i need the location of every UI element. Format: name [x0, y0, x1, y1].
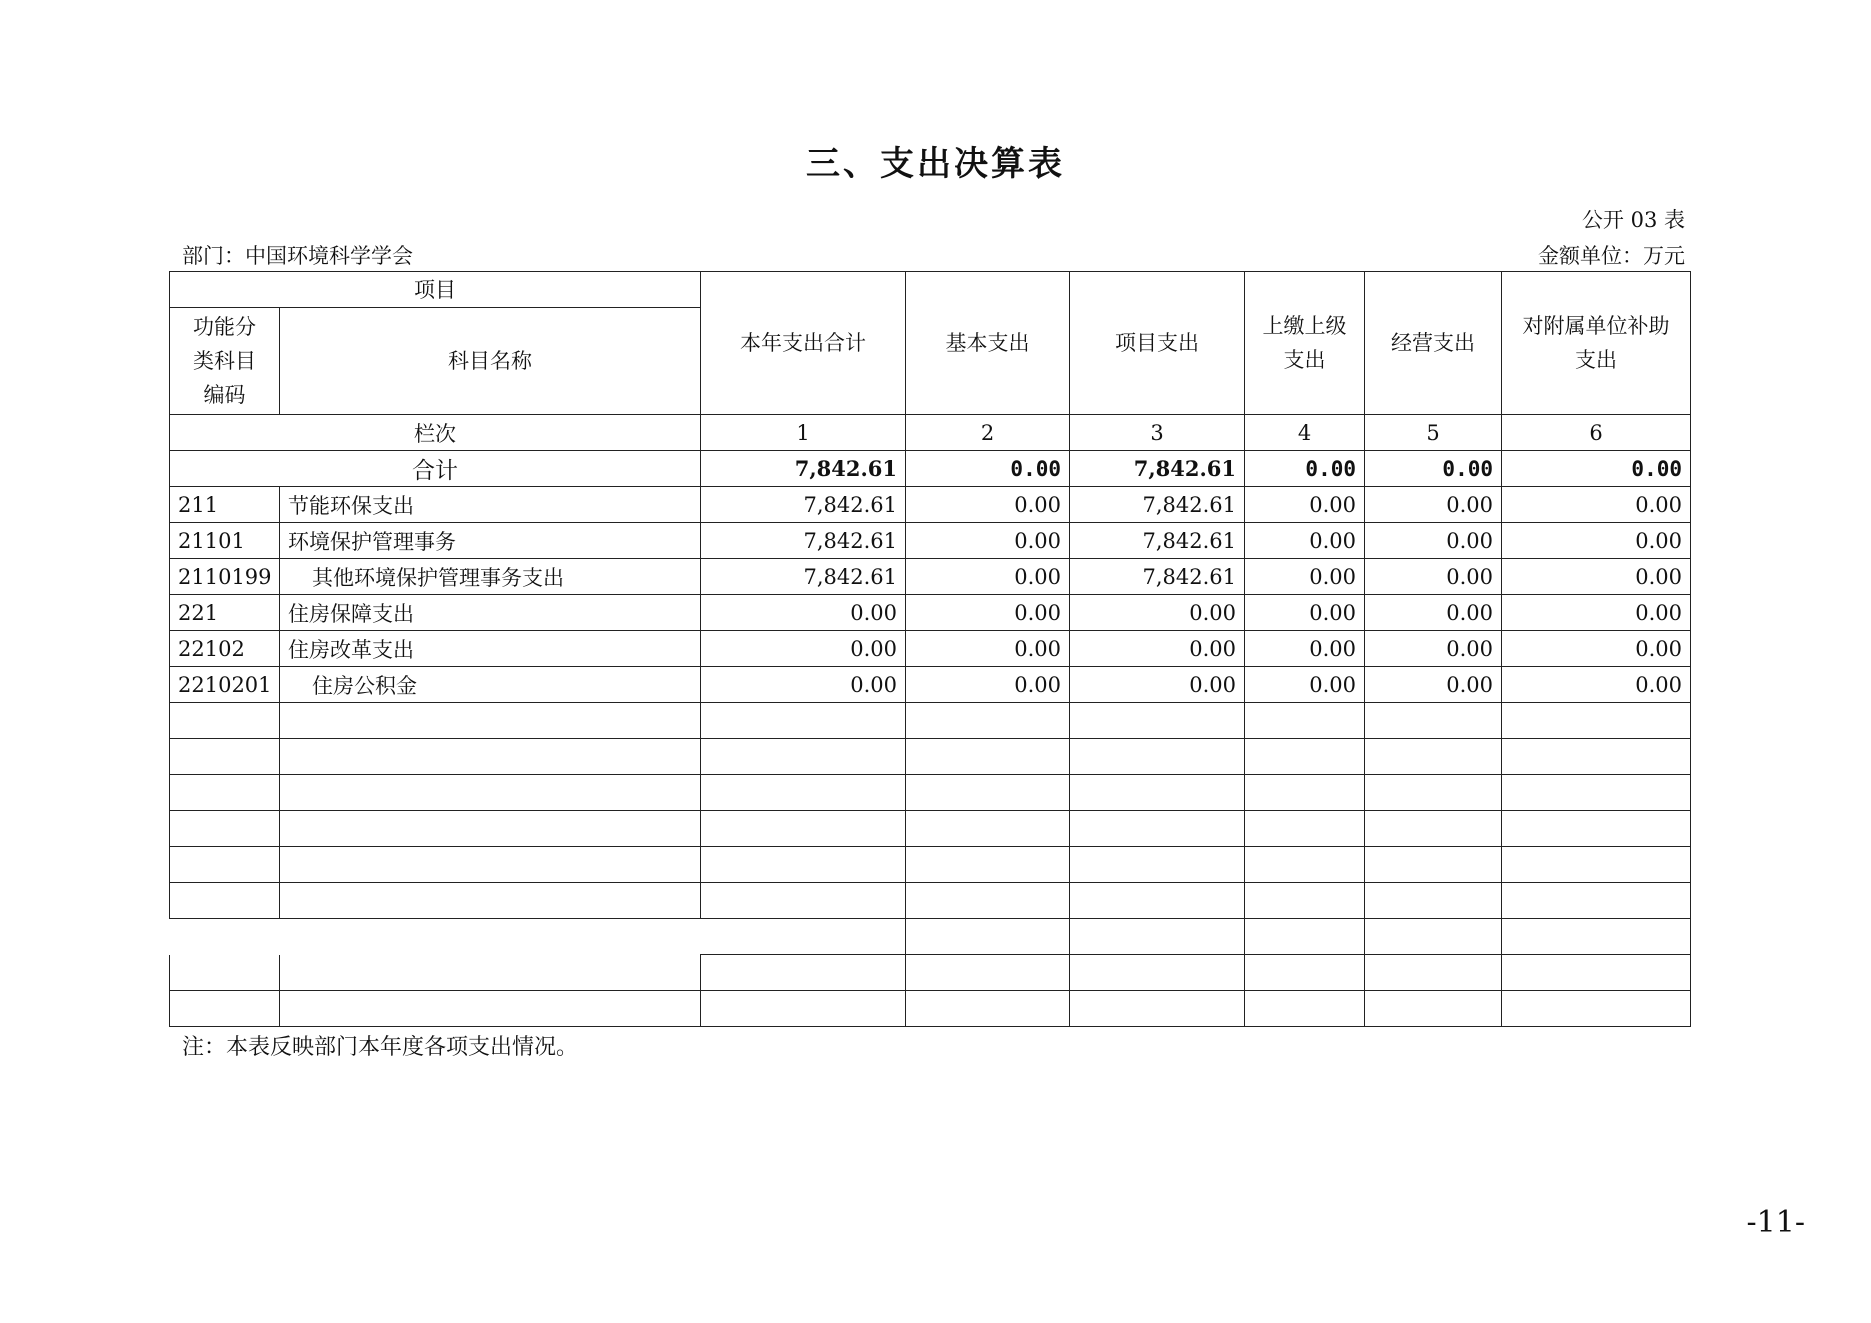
header-col-total: 本年支出合计 — [701, 272, 906, 415]
row-value: 0.00 — [1070, 667, 1245, 703]
header-subject-name: 科目名称 — [280, 308, 701, 415]
header-col-subsidy-line1: 对附属单位补助 — [1522, 314, 1670, 338]
row-subject-name: 住房改革支出 — [280, 631, 701, 667]
expenditure-table — [169, 271, 1691, 1027]
empty-row — [170, 955, 1691, 991]
total-value: 7,842.61 — [1070, 451, 1245, 487]
row-value: 7,842.61 — [701, 487, 906, 523]
row-subject-name: 住房公积金 — [280, 667, 701, 703]
header-col-basic: 基本支出 — [906, 272, 1070, 415]
header-func-code-line1: 功能分 — [193, 315, 256, 339]
seq-label: 栏次 — [170, 415, 701, 451]
total-value: 0.00 — [1365, 451, 1502, 487]
seq-row — [170, 415, 1691, 451]
empty-row — [170, 919, 1691, 955]
row-value: 0.00 — [906, 667, 1070, 703]
row-value: 0.00 — [1365, 667, 1502, 703]
row-code: 2210201 — [170, 667, 280, 703]
row-value: 0.00 — [701, 631, 906, 667]
row-value: 0.00 — [906, 631, 1070, 667]
total-value: 0.00 — [1502, 451, 1691, 487]
row-value: 7,842.61 — [1070, 523, 1245, 559]
row-code: 211 — [170, 487, 280, 523]
row-value: 0.00 — [906, 595, 1070, 631]
amount-unit-label: 金额单位：万元 — [1538, 244, 1685, 268]
page-title: 三、支出决算表 — [806, 144, 1065, 184]
row-value: 0.00 — [1245, 559, 1365, 595]
row-code: 22102 — [170, 631, 280, 667]
header-col-project: 项目支出 — [1070, 272, 1245, 415]
row-subject-name: 其他环境保护管理事务支出 — [280, 559, 701, 595]
empty-row — [170, 775, 1691, 811]
header-col-upper-line2: 支出 — [1283, 348, 1326, 372]
empty-row — [170, 847, 1691, 883]
row-code: 221 — [170, 595, 280, 631]
form-code: 公开 03 表 — [1581, 208, 1685, 232]
empty-row — [170, 703, 1691, 739]
header-project: 项目 — [170, 272, 701, 308]
row-value: 0.00 — [906, 487, 1070, 523]
row-value: 0.00 — [1245, 631, 1365, 667]
row-value: 0.00 — [906, 559, 1070, 595]
row-value: 0.00 — [1245, 667, 1365, 703]
row-value: 0.00 — [1502, 595, 1691, 631]
table-row — [170, 667, 1691, 703]
row-value: 0.00 — [701, 595, 906, 631]
row-value: 0.00 — [1365, 631, 1502, 667]
total-value: 0.00 — [1245, 451, 1365, 487]
row-subject-name: 住房保障支出 — [280, 595, 701, 631]
seq-cell: 1 — [701, 415, 906, 451]
table-row — [170, 559, 1691, 595]
header-col-upper-line1: 上缴上级 — [1262, 314, 1347, 338]
header-col-subsidy — [1502, 272, 1691, 415]
row-value: 7,842.61 — [701, 523, 906, 559]
row-value: 0.00 — [1070, 631, 1245, 667]
row-value: 7,842.61 — [1070, 559, 1245, 595]
empty-row — [170, 811, 1691, 847]
header-func-code-line2: 类科目 — [193, 349, 256, 373]
page-number: -11- — [1746, 1205, 1805, 1240]
total-value: 7,842.61 — [701, 451, 906, 487]
row-subject-name: 节能环保支出 — [280, 487, 701, 523]
empty-row — [170, 991, 1691, 1027]
row-value: 0.00 — [1365, 559, 1502, 595]
row-code: 21101 — [170, 523, 280, 559]
row-value: 0.00 — [1502, 667, 1691, 703]
seq-cell: 5 — [1365, 415, 1502, 451]
row-value: 0.00 — [1070, 595, 1245, 631]
table-row — [170, 523, 1691, 559]
row-value: 0.00 — [701, 667, 906, 703]
row-value: 0.00 — [1365, 487, 1502, 523]
total-label: 合计 — [170, 451, 701, 487]
total-row — [170, 451, 1691, 487]
row-value: 0.00 — [1502, 559, 1691, 595]
row-value: 0.00 — [1502, 487, 1691, 523]
header-col-upper — [1245, 272, 1365, 415]
seq-cell: 6 — [1502, 415, 1691, 451]
row-value: 7,842.61 — [1070, 487, 1245, 523]
row-subject-name: 环境保护管理事务 — [280, 523, 701, 559]
row-value: 0.00 — [1365, 523, 1502, 559]
row-code: 2110199 — [170, 559, 280, 595]
row-value: 7,842.61 — [701, 559, 906, 595]
table-row — [170, 631, 1691, 667]
empty-row — [170, 883, 1691, 919]
empty-row — [170, 739, 1691, 775]
seq-cell: 4 — [1245, 415, 1365, 451]
table-row — [170, 487, 1691, 523]
header-func-code-line3: 编码 — [203, 383, 246, 407]
department-label: 部门：中国环境科学学会 — [182, 244, 413, 268]
table-row — [170, 595, 1691, 631]
table-note: 注：本表反映部门本年度各项支出情况。 — [182, 1035, 579, 1060]
seq-cell: 2 — [906, 415, 1070, 451]
row-value: 0.00 — [1245, 595, 1365, 631]
total-value: 0.00 — [906, 451, 1070, 487]
header-func-code — [170, 308, 280, 415]
row-value: 0.00 — [1245, 487, 1365, 523]
seq-cell: 3 — [1070, 415, 1245, 451]
header-col-business: 经营支出 — [1365, 272, 1502, 415]
row-value: 0.00 — [1245, 523, 1365, 559]
row-value: 0.00 — [1365, 595, 1502, 631]
row-value: 0.00 — [1502, 523, 1691, 559]
row-value: 0.00 — [1502, 631, 1691, 667]
row-value: 0.00 — [906, 523, 1070, 559]
header-col-subsidy-line2: 支出 — [1575, 348, 1617, 372]
